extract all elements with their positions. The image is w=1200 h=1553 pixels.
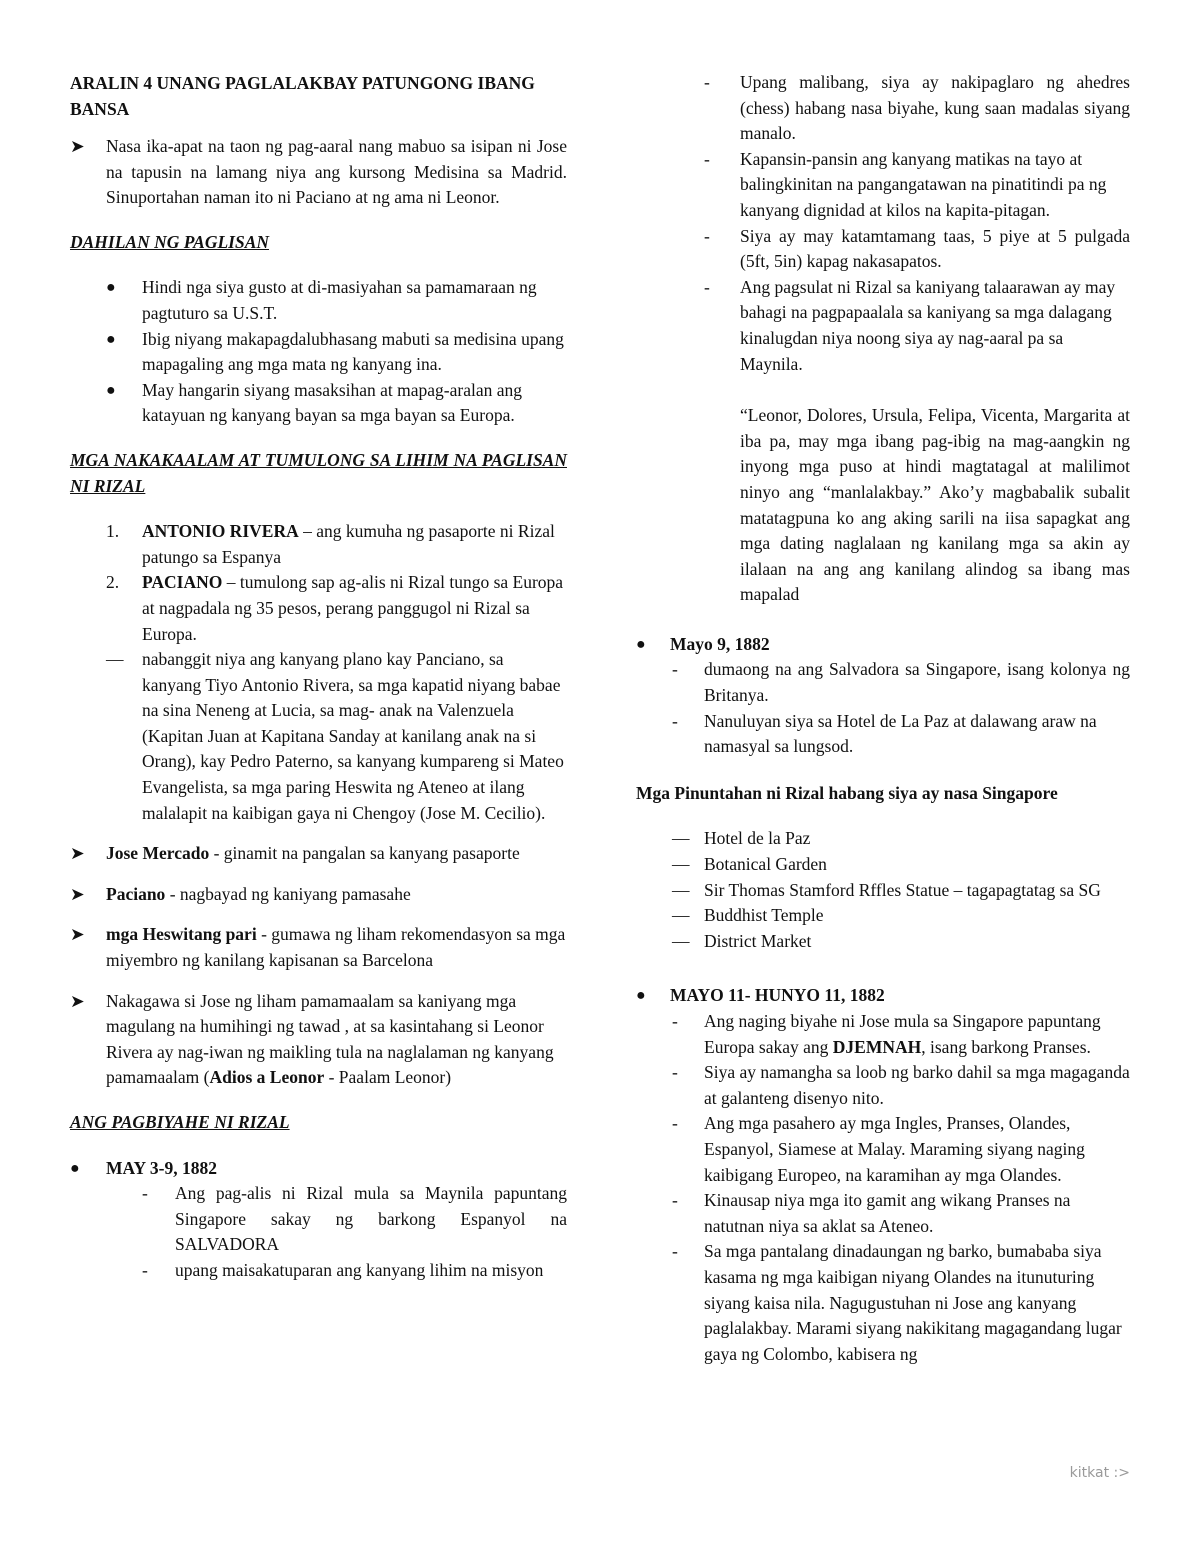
list-item: ● May hangarin siyang masaksihan at mapag-aralan ang katayuan ng kanyang bayan sa mga bayan sa Europa. <box>106 379 523 426</box>
heading-pagbiyahe: ANG PAGBIYAHE NI RIZAL <box>70 1112 290 1132</box>
arrow-bullet-icon: ➤ <box>70 843 85 864</box>
diary-quote: “Leonor, Dolores, Ursula, Felipa, Vicenta, Margarita at iba pa, may mga ibang pag-ibig na mag-aangkin ng inyong mga puso at hindi magtatagal at malilimot ninyo ang “manlalakbay.” Ako’y magbabalik subalit matatagpuna ko ang aking sarili na iisa sapagkat ang mga dating naglalaan ng kanilang mga sa akin ay ilalaan na ang ang kanilang alindog sa ibang mas mapalad <box>740 405 1130 605</box>
list-item: - Siya ay may katamtamang taas, 5 piye at 5 pulgada (5ft, 5in) kapag nakasapatos. <box>704 225 1130 272</box>
dash-icon: - <box>672 710 678 731</box>
dash-icon: — <box>672 854 690 875</box>
list-item: - Ang mga pasahero ay mga Ingles, Pranses, Olandes, Espanyol, Siamese at Malay. Maraming siyang naging kaibigang Europeo, na karamihan ay mga Olandes. <box>672 1113 1085 1185</box>
bullet-icon: ● <box>636 987 646 1005</box>
bullet-icon: ● <box>636 635 646 653</box>
list-item: - upang maisakatuparan ang kanyang lihim na misyon <box>70 1258 567 1284</box>
dash-icon: — <box>672 879 690 900</box>
arrow-bullet-icon: ➤ <box>70 883 85 904</box>
list-item: - dumaong na ang Salvadora sa Singapore, isang kolonya ng Britanya. <box>672 659 1130 706</box>
heading-dahilan: DAHILAN NG PAGLISAN <box>70 231 270 252</box>
heading-nakakaalam: MGA NAKAKAALAM AT TUMULONG SA LIHIM NA PAGLISAN NI RIZAL <box>70 449 567 496</box>
dash-icon: - <box>672 659 678 680</box>
dash-icon: - <box>672 1190 678 1211</box>
bullet-icon: ● <box>70 1159 80 1177</box>
list-item: - Ang pagsulat ni Rizal sa kaniyang talaarawan ay may bahagi na pagpapaalala sa kaniyang sa mga dalagang kinalugdan niya noong siya ay nag-aaral pa sa Maynila. <box>704 276 1116 374</box>
list-item: 2. PACIANO – tumulong sap ag-alis ni Rizal tungo sa Europa at nagpadala ng 35 pesos, perang panggugol ni Rizal sa Europa. <box>106 572 564 644</box>
list-item: — Botanical Garden <box>636 852 1130 878</box>
arrow-bullet-icon: ➤ <box>70 990 85 1011</box>
bullet-icon: ● <box>106 279 116 297</box>
dash-icon: - <box>704 72 710 92</box>
arrow-item: ➤ mga Heswitang pari - gumawa ng liham rekomendasyon sa mga miyembro ng kanilang kapisanan sa Barcelona <box>70 924 566 971</box>
dash-icon: - <box>672 1062 678 1083</box>
list-item: — Buddhist Temple <box>636 903 1130 929</box>
lesson-title: ARALIN 4 UNANG PAGLALAKBAY PATUNGONG IBANG BANSA <box>70 73 535 119</box>
dash-icon: - <box>142 1259 148 1280</box>
pinuntahan-list <box>636 826 1130 954</box>
dash-icon: - <box>704 276 710 297</box>
dash-icon: - <box>672 1011 678 1031</box>
list-item: - Nanuluyan siya sa Hotel de La Paz at dalawang araw na namasyal sa lungsod. <box>672 710 1097 757</box>
bullet-icon: ● <box>106 330 116 348</box>
bullet-icon: ● <box>106 381 116 399</box>
list-item: — Sir Thomas Stamford Rffles Statue – tagapagtatag sa SG <box>636 878 1130 904</box>
footer-watermark: kitkat :> <box>1069 1465 1130 1481</box>
dash-icon: - <box>704 225 710 246</box>
list-item: - Ang pag-alis ni Rizal mula sa Maynila papuntang Singapore sakay ng barkong Espanyol na SALVADORA <box>142 1183 567 1255</box>
intro-text: Nasa ika-apat na taon ng pag-aaral nang mabuo sa isipan ni Jose na tapusin na lamang niya ang kursong Medisina sa Madrid. Sinuportahan naman ito ni Paciano at ng ama ni Leonor. <box>106 136 567 208</box>
arrow-item: ➤ Nakagawa si Jose ng liham pamamaalam sa kaniyang mga magulang na humihingi ng tawad , at sa kasintahang si Leonor Rivera ay nag-iwan ng maikling tula na naglalaman ng kanyang pamamaalam (Adios a Leonor - Paalam Leonor) <box>70 990 554 1088</box>
dash-icon: — <box>106 649 124 670</box>
may-item: ● MAY 3-9, 1882 <box>70 1156 567 1182</box>
intro-item <box>70 134 567 211</box>
arrow-item: ➤ Paciano - nagbayad ng kaniyang pamasahe <box>70 882 567 908</box>
dash-icon: — <box>672 828 690 849</box>
dash-icon: — <box>672 905 690 926</box>
arrow-bullet-icon: ➤ <box>70 136 85 156</box>
list-item: - Siya ay namangha sa loob ng barko dahil sa mga magaganda at galanteng disenyo nito. <box>672 1062 1130 1108</box>
left-column <box>70 70 567 1284</box>
list-item: - Kinausap niya mga ito gamit ang wikang Pranses na natutnan niya sa aklat sa Ateneo. <box>672 1190 1071 1236</box>
heading-pinuntahan: Mga Pinuntahan ni Rizal habang siya ay nasa Singapore <box>636 782 1058 803</box>
dahilan-list <box>70 275 567 429</box>
list-item: - Ang naging biyahe ni Jose mula sa Singapore papuntang Europa sakay ang DJEMNAH, isang barkong Pranses. <box>672 1011 1101 1057</box>
list-item: - Kapansin-pansin ang kanyang matikas na tayo at balingkinitan na pangangatawan na pinatitindi pa ng kanyang dignidad at kilos na kapita-pitagan. <box>704 148 1107 220</box>
arrow-bullet-icon: ➤ <box>70 924 85 945</box>
list-item: — nabanggit niya ang kanyang plano kay Panciano, sa kanyang Tiyo Antonio Rivera, sa mga kapatid niyang babae na sina Neneng at Lucia, sa mag- anak na Valenzuela (Kapitan Juan at Kapitana Sanday at kanilang anak na si Orang), kay Pedro Paterno, sa kanyang kumpareng si Mateo Evangelista, sa mga paring Heswita ng Ateneo at ilang malalapit na kaibigan gaya ni Chengoy (Jose M. Cecilio). <box>106 649 564 823</box>
list-item: ● Ibig niyang makapagdalubhasang mabuti sa medisina upang mapagaling ang mga mata ng kanyang ina. <box>106 328 564 375</box>
dash-icon: - <box>672 1241 678 1262</box>
list-item: 1. ANTONIO RIVERA – ang kumuha ng pasaporte ni Rizal patungo sa Espanya <box>106 521 555 567</box>
list-item: - Sa mga pantalang dinadaungan ng barko, bumababa siya kasama ng mga kaibigan niyang Olandes na itunuturing siyang kaisa nila. Nagugustuhan ni Jose ang kanyang paglalakbay. Marami siyang nakikitang magagandang lugar gaya ng Colombo, kabisera ng <box>672 1241 1122 1364</box>
dash-icon: — <box>672 930 690 951</box>
list-item: ● Hindi nga siya gusto at di-masiyahan sa pamamaraan ng pagtuturo sa U.S.T. <box>106 277 537 323</box>
dash-icon: - <box>142 1183 148 1204</box>
right-column <box>636 70 1130 1367</box>
list-item: - Upang malibang, siya ay nakipaglaro ng ahedres (chess) habang nasa biyahe, kung saan madalas siyang manalo. <box>704 72 1130 144</box>
list-item: — District Market <box>636 929 1130 955</box>
nakakaalam-list <box>70 519 567 826</box>
mayo9-item: ● Mayo 9, 1882 <box>636 632 1130 658</box>
mayo11-item: ● MAYO 11- HUNYO 11, 1882 <box>636 983 1130 1009</box>
dash-icon: - <box>672 1113 678 1134</box>
list-item: — Hotel de la Paz <box>636 826 1130 852</box>
arrow-item: ➤ Jose Mercado - ginamit na pangalan sa kanyang pasaporte <box>70 841 567 867</box>
dash-icon: - <box>704 148 710 169</box>
